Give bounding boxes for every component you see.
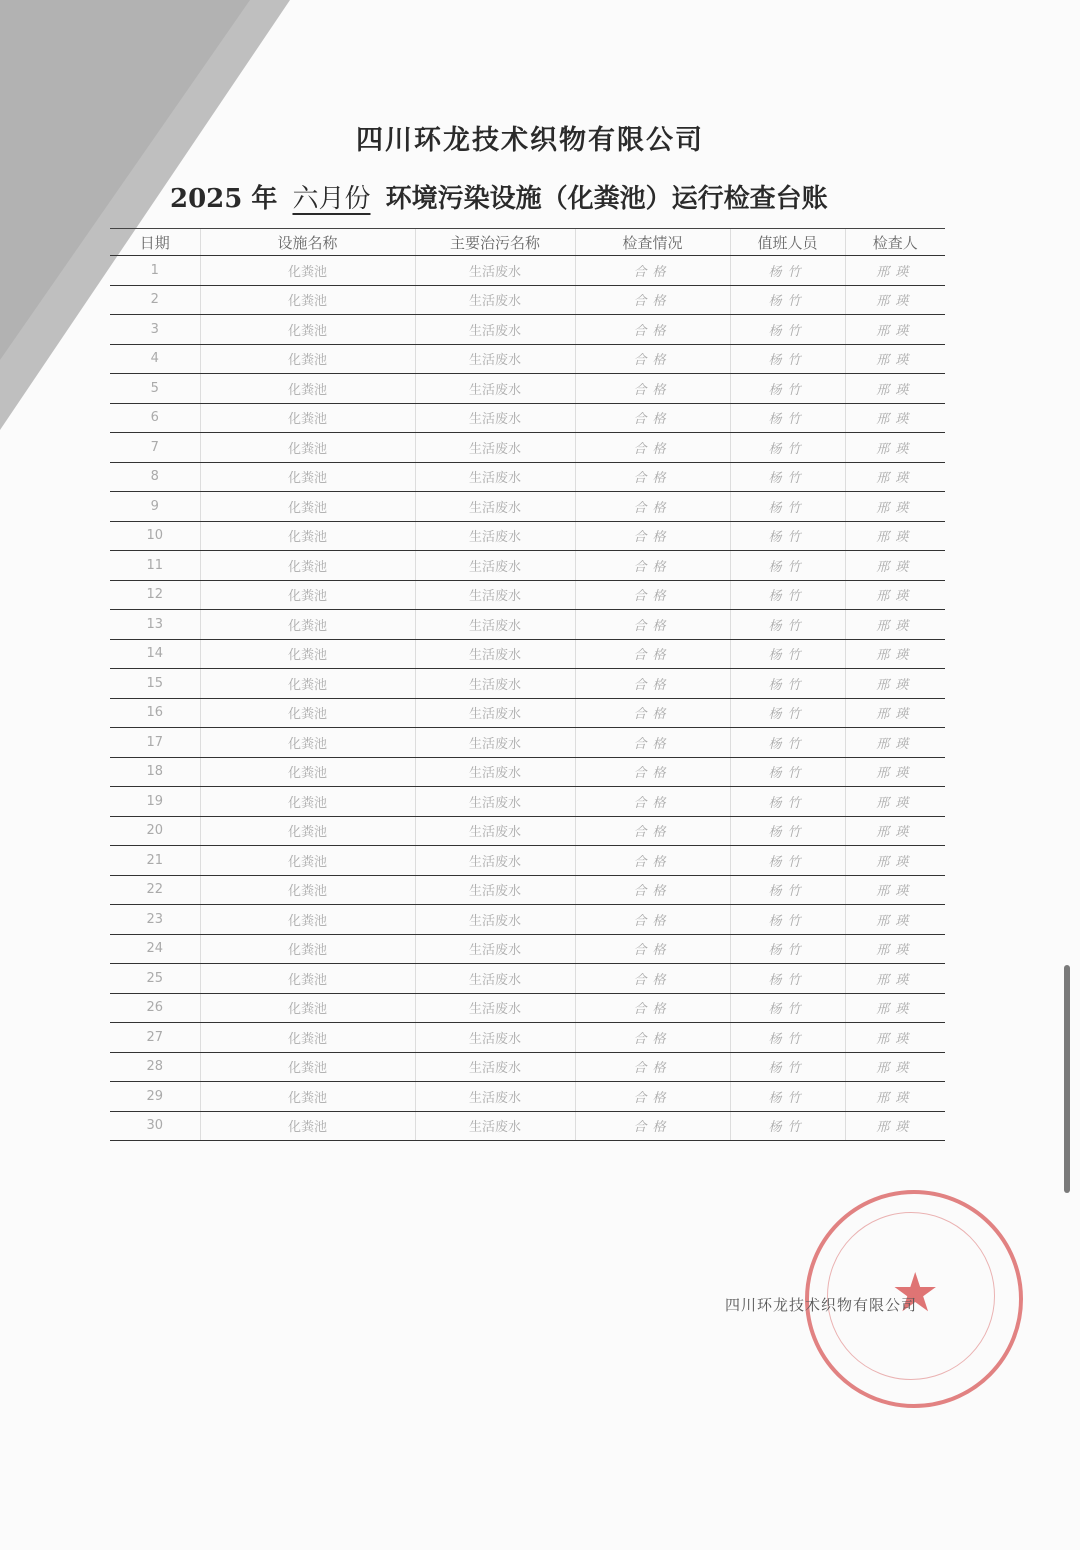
seal-star-icon: ★ (891, 1261, 940, 1324)
cell-date: 19 (110, 787, 200, 817)
cell-inspector: 邢瑛 (845, 580, 945, 610)
cell-date: 27 (110, 1023, 200, 1053)
cell-check: 合格 (575, 669, 730, 699)
cell-inspector: 邢瑛 (845, 1052, 945, 1082)
cell-duty: 杨竹 (730, 492, 845, 522)
cell-check: 合格 (575, 846, 730, 876)
cell-date: 12 (110, 580, 200, 610)
cell-date: 7 (110, 433, 200, 463)
table-row (110, 1082, 945, 1112)
cell-facility: 化粪池 (200, 521, 415, 551)
cell-date: 14 (110, 639, 200, 669)
cell-date: 25 (110, 964, 200, 994)
cell-pollutant: 生活废水 (415, 846, 575, 876)
cell-date: 3 (110, 315, 200, 345)
table-row (110, 639, 945, 669)
inspection-ledger-table (110, 228, 945, 1141)
cell-inspector: 邢瑛 (845, 256, 945, 286)
column-header-pollutant: 主要治污名称 (415, 229, 575, 256)
cell-facility: 化粪池 (200, 433, 415, 463)
cell-inspector: 邢瑛 (845, 934, 945, 964)
cell-duty: 杨竹 (730, 521, 845, 551)
table-row (110, 816, 945, 846)
cell-pollutant: 生活废水 (415, 934, 575, 964)
cell-duty: 杨竹 (730, 1111, 845, 1141)
table-row (110, 1052, 945, 1082)
cell-inspector: 邢瑛 (845, 728, 945, 758)
cell-facility: 化粪池 (200, 993, 415, 1023)
cell-facility: 化粪池 (200, 787, 415, 817)
cell-facility: 化粪池 (200, 256, 415, 286)
cell-check: 合格 (575, 580, 730, 610)
cell-inspector: 邢瑛 (845, 315, 945, 345)
ledger-title (170, 178, 828, 215)
cell-check: 合格 (575, 610, 730, 640)
cell-pollutant: 生活废水 (415, 403, 575, 433)
table-row (110, 462, 945, 492)
cell-duty: 杨竹 (730, 374, 845, 404)
cell-duty: 杨竹 (730, 285, 845, 315)
table-row (110, 433, 945, 463)
table-row (110, 256, 945, 286)
table-row (110, 993, 945, 1023)
table-body (110, 256, 945, 1141)
table-row (110, 521, 945, 551)
cell-date: 28 (110, 1052, 200, 1082)
cell-duty: 杨竹 (730, 580, 845, 610)
cell-inspector: 邢瑛 (845, 964, 945, 994)
cell-date: 9 (110, 492, 200, 522)
table-row (110, 374, 945, 404)
cell-facility: 化粪池 (200, 580, 415, 610)
table-row (110, 964, 945, 994)
cell-inspector: 邢瑛 (845, 1082, 945, 1112)
cell-facility: 化粪池 (200, 757, 415, 787)
cell-facility: 化粪池 (200, 875, 415, 905)
table-row (110, 905, 945, 935)
cell-inspector: 邢瑛 (845, 403, 945, 433)
cell-duty: 杨竹 (730, 993, 845, 1023)
cell-duty: 杨竹 (730, 256, 845, 286)
cell-inspector: 邢瑛 (845, 905, 945, 935)
cell-duty: 杨竹 (730, 757, 845, 787)
cell-date: 16 (110, 698, 200, 728)
cell-pollutant: 生活废水 (415, 757, 575, 787)
cell-facility: 化粪池 (200, 492, 415, 522)
cell-check: 合格 (575, 728, 730, 758)
cell-facility: 化粪池 (200, 964, 415, 994)
cell-pollutant: 生活废水 (415, 1111, 575, 1141)
cell-date: 29 (110, 1082, 200, 1112)
cell-date: 20 (110, 816, 200, 846)
table-header-row (110, 229, 945, 256)
cell-date: 1 (110, 256, 200, 286)
cell-facility: 化粪池 (200, 669, 415, 699)
cell-check: 合格 (575, 934, 730, 964)
cell-facility: 化粪池 (200, 374, 415, 404)
cell-inspector: 邢瑛 (845, 374, 945, 404)
cell-check: 合格 (575, 757, 730, 787)
cell-check: 合格 (575, 698, 730, 728)
cell-duty: 杨竹 (730, 787, 845, 817)
cell-duty: 杨竹 (730, 433, 845, 463)
cell-duty: 杨竹 (730, 462, 845, 492)
cell-inspector: 邢瑛 (845, 993, 945, 1023)
cell-facility: 化粪池 (200, 610, 415, 640)
cell-facility: 化粪池 (200, 1023, 415, 1053)
cell-check: 合格 (575, 374, 730, 404)
cell-pollutant: 生活废水 (415, 462, 575, 492)
cell-check: 合格 (575, 905, 730, 935)
cell-date: 17 (110, 728, 200, 758)
cell-pollutant: 生活废水 (415, 492, 575, 522)
table-row (110, 757, 945, 787)
column-header-facility: 设施名称 (200, 229, 415, 256)
cell-inspector: 邢瑛 (845, 669, 945, 699)
cell-pollutant: 生活废水 (415, 816, 575, 846)
cell-duty: 杨竹 (730, 846, 845, 876)
cell-duty: 杨竹 (730, 403, 845, 433)
cell-facility: 化粪池 (200, 698, 415, 728)
cell-date: 5 (110, 374, 200, 404)
cell-facility: 化粪池 (200, 1082, 415, 1112)
cell-check: 合格 (575, 964, 730, 994)
cell-check: 合格 (575, 256, 730, 286)
cell-pollutant: 生活废水 (415, 875, 575, 905)
cell-inspector: 邢瑛 (845, 521, 945, 551)
cell-inspector: 邢瑛 (845, 551, 945, 581)
cell-pollutant: 生活废水 (415, 551, 575, 581)
cell-duty: 杨竹 (730, 905, 845, 935)
cell-pollutant: 生活废水 (415, 905, 575, 935)
cell-duty: 杨竹 (730, 728, 845, 758)
table-row (110, 1023, 945, 1053)
cell-inspector: 邢瑛 (845, 285, 945, 315)
cell-facility: 化粪池 (200, 1052, 415, 1082)
cell-inspector: 邢瑛 (845, 816, 945, 846)
cell-facility: 化粪池 (200, 344, 415, 374)
cell-check: 合格 (575, 462, 730, 492)
cell-inspector: 邢瑛 (845, 757, 945, 787)
cell-facility: 化粪池 (200, 315, 415, 345)
cell-pollutant: 生活废水 (415, 521, 575, 551)
ledger-month: 六月份 (292, 184, 371, 214)
cell-duty: 杨竹 (730, 934, 845, 964)
cell-facility: 化粪池 (200, 905, 415, 935)
cell-pollutant: 生活废水 (415, 315, 575, 345)
cell-pollutant: 生活废水 (415, 285, 575, 315)
table-row (110, 285, 945, 315)
cell-inspector: 邢瑛 (845, 492, 945, 522)
cell-duty: 杨竹 (730, 1052, 845, 1082)
cell-pollutant: 生活废水 (415, 344, 575, 374)
cell-inspector: 邢瑛 (845, 1111, 945, 1141)
company-name: 四川环龙技术织物有限公司 (356, 125, 704, 156)
cell-date: 8 (110, 462, 200, 492)
cell-duty: 杨竹 (730, 344, 845, 374)
cell-facility: 化粪池 (200, 285, 415, 315)
cell-facility: 化粪池 (200, 403, 415, 433)
cell-check: 合格 (575, 1023, 730, 1053)
cell-date: 18 (110, 757, 200, 787)
cell-check: 合格 (575, 1082, 730, 1112)
cell-pollutant: 生活废水 (415, 728, 575, 758)
cell-check: 合格 (575, 315, 730, 345)
footer-company-name: 四川环龙技术织物有限公司 (725, 1296, 918, 1314)
cell-pollutant: 生活废水 (415, 1052, 575, 1082)
cell-duty: 杨竹 (730, 816, 845, 846)
cell-check: 合格 (575, 551, 730, 581)
column-header-duty: 值班人员 (730, 229, 845, 256)
cell-duty: 杨竹 (730, 1023, 845, 1053)
table-row (110, 315, 945, 345)
table-row (110, 669, 945, 699)
table-row (110, 787, 945, 817)
cell-inspector: 邢瑛 (845, 344, 945, 374)
table-row (110, 698, 945, 728)
table-row (110, 580, 945, 610)
cell-pollutant: 生活废水 (415, 580, 575, 610)
cell-duty: 杨竹 (730, 669, 845, 699)
cell-duty: 杨竹 (730, 1082, 845, 1112)
cell-facility: 化粪池 (200, 846, 415, 876)
cell-pollutant: 生活废水 (415, 256, 575, 286)
cell-inspector: 邢瑛 (845, 639, 945, 669)
cell-facility: 化粪池 (200, 639, 415, 669)
table-row (110, 492, 945, 522)
cell-check: 合格 (575, 285, 730, 315)
table-row (110, 610, 945, 640)
cell-pollutant: 生活废水 (415, 964, 575, 994)
cell-date: 26 (110, 993, 200, 1023)
cell-duty: 杨竹 (730, 551, 845, 581)
cell-date: 11 (110, 551, 200, 581)
cell-date: 30 (110, 1111, 200, 1141)
table-row (110, 875, 945, 905)
column-header-date: 日期 (110, 229, 200, 256)
cell-check: 合格 (575, 787, 730, 817)
column-header-inspector: 检查人 (845, 229, 945, 256)
table-row (110, 403, 945, 433)
cell-inspector: 邢瑛 (845, 846, 945, 876)
cell-date: 15 (110, 669, 200, 699)
cell-inspector: 邢瑛 (845, 462, 945, 492)
ledger-title-text: 环境污染设施（化粪池）运行检查台账 (385, 184, 828, 214)
cell-duty: 杨竹 (730, 639, 845, 669)
cell-check: 合格 (575, 816, 730, 846)
cell-pollutant: 生活废水 (415, 433, 575, 463)
cell-duty: 杨竹 (730, 610, 845, 640)
cell-check: 合格 (575, 1111, 730, 1141)
cell-check: 合格 (575, 521, 730, 551)
cell-facility: 化粪池 (200, 1111, 415, 1141)
cell-check: 合格 (575, 433, 730, 463)
cell-pollutant: 生活废水 (415, 1082, 575, 1112)
cell-check: 合格 (575, 492, 730, 522)
table-row (110, 344, 945, 374)
cell-date: 13 (110, 610, 200, 640)
cell-facility: 化粪池 (200, 934, 415, 964)
cell-date: 4 (110, 344, 200, 374)
column-header-check: 检查情况 (575, 229, 730, 256)
table-row (110, 934, 945, 964)
cell-facility: 化粪池 (200, 462, 415, 492)
cell-pollutant: 生活废水 (415, 787, 575, 817)
table-row (110, 551, 945, 581)
cell-duty: 杨竹 (730, 315, 845, 345)
cell-pollutant: 生活废水 (415, 1023, 575, 1053)
cell-facility: 化粪池 (200, 551, 415, 581)
cell-pollutant: 生活废水 (415, 669, 575, 699)
cell-inspector: 邢瑛 (845, 875, 945, 905)
ledger-year: 2025 年 (170, 184, 278, 214)
cell-date: 10 (110, 521, 200, 551)
cell-facility: 化粪池 (200, 728, 415, 758)
cell-pollutant: 生活废水 (415, 993, 575, 1023)
cell-pollutant: 生活废水 (415, 639, 575, 669)
table-row (110, 846, 945, 876)
cell-date: 22 (110, 875, 200, 905)
cell-check: 合格 (575, 344, 730, 374)
cell-inspector: 邢瑛 (845, 610, 945, 640)
cell-facility: 化粪池 (200, 816, 415, 846)
cell-inspector: 邢瑛 (845, 433, 945, 463)
cell-inspector: 邢瑛 (845, 698, 945, 728)
cell-check: 合格 (575, 403, 730, 433)
cell-duty: 杨竹 (730, 964, 845, 994)
table-row (110, 1111, 945, 1141)
cell-duty: 杨竹 (730, 698, 845, 728)
cell-duty: 杨竹 (730, 875, 845, 905)
cell-check: 合格 (575, 639, 730, 669)
cell-date: 23 (110, 905, 200, 935)
cell-pollutant: 生活废水 (415, 374, 575, 404)
scrollbar[interactable] (1064, 965, 1070, 1193)
cell-date: 21 (110, 846, 200, 876)
cell-inspector: 邢瑛 (845, 787, 945, 817)
cell-check: 合格 (575, 1052, 730, 1082)
cell-date: 6 (110, 403, 200, 433)
cell-pollutant: 生活废水 (415, 610, 575, 640)
cell-check: 合格 (575, 875, 730, 905)
cell-pollutant: 生活废水 (415, 698, 575, 728)
cell-inspector: 邢瑛 (845, 1023, 945, 1053)
cell-date: 24 (110, 934, 200, 964)
cell-date: 2 (110, 285, 200, 315)
cell-check: 合格 (575, 993, 730, 1023)
table-row (110, 728, 945, 758)
